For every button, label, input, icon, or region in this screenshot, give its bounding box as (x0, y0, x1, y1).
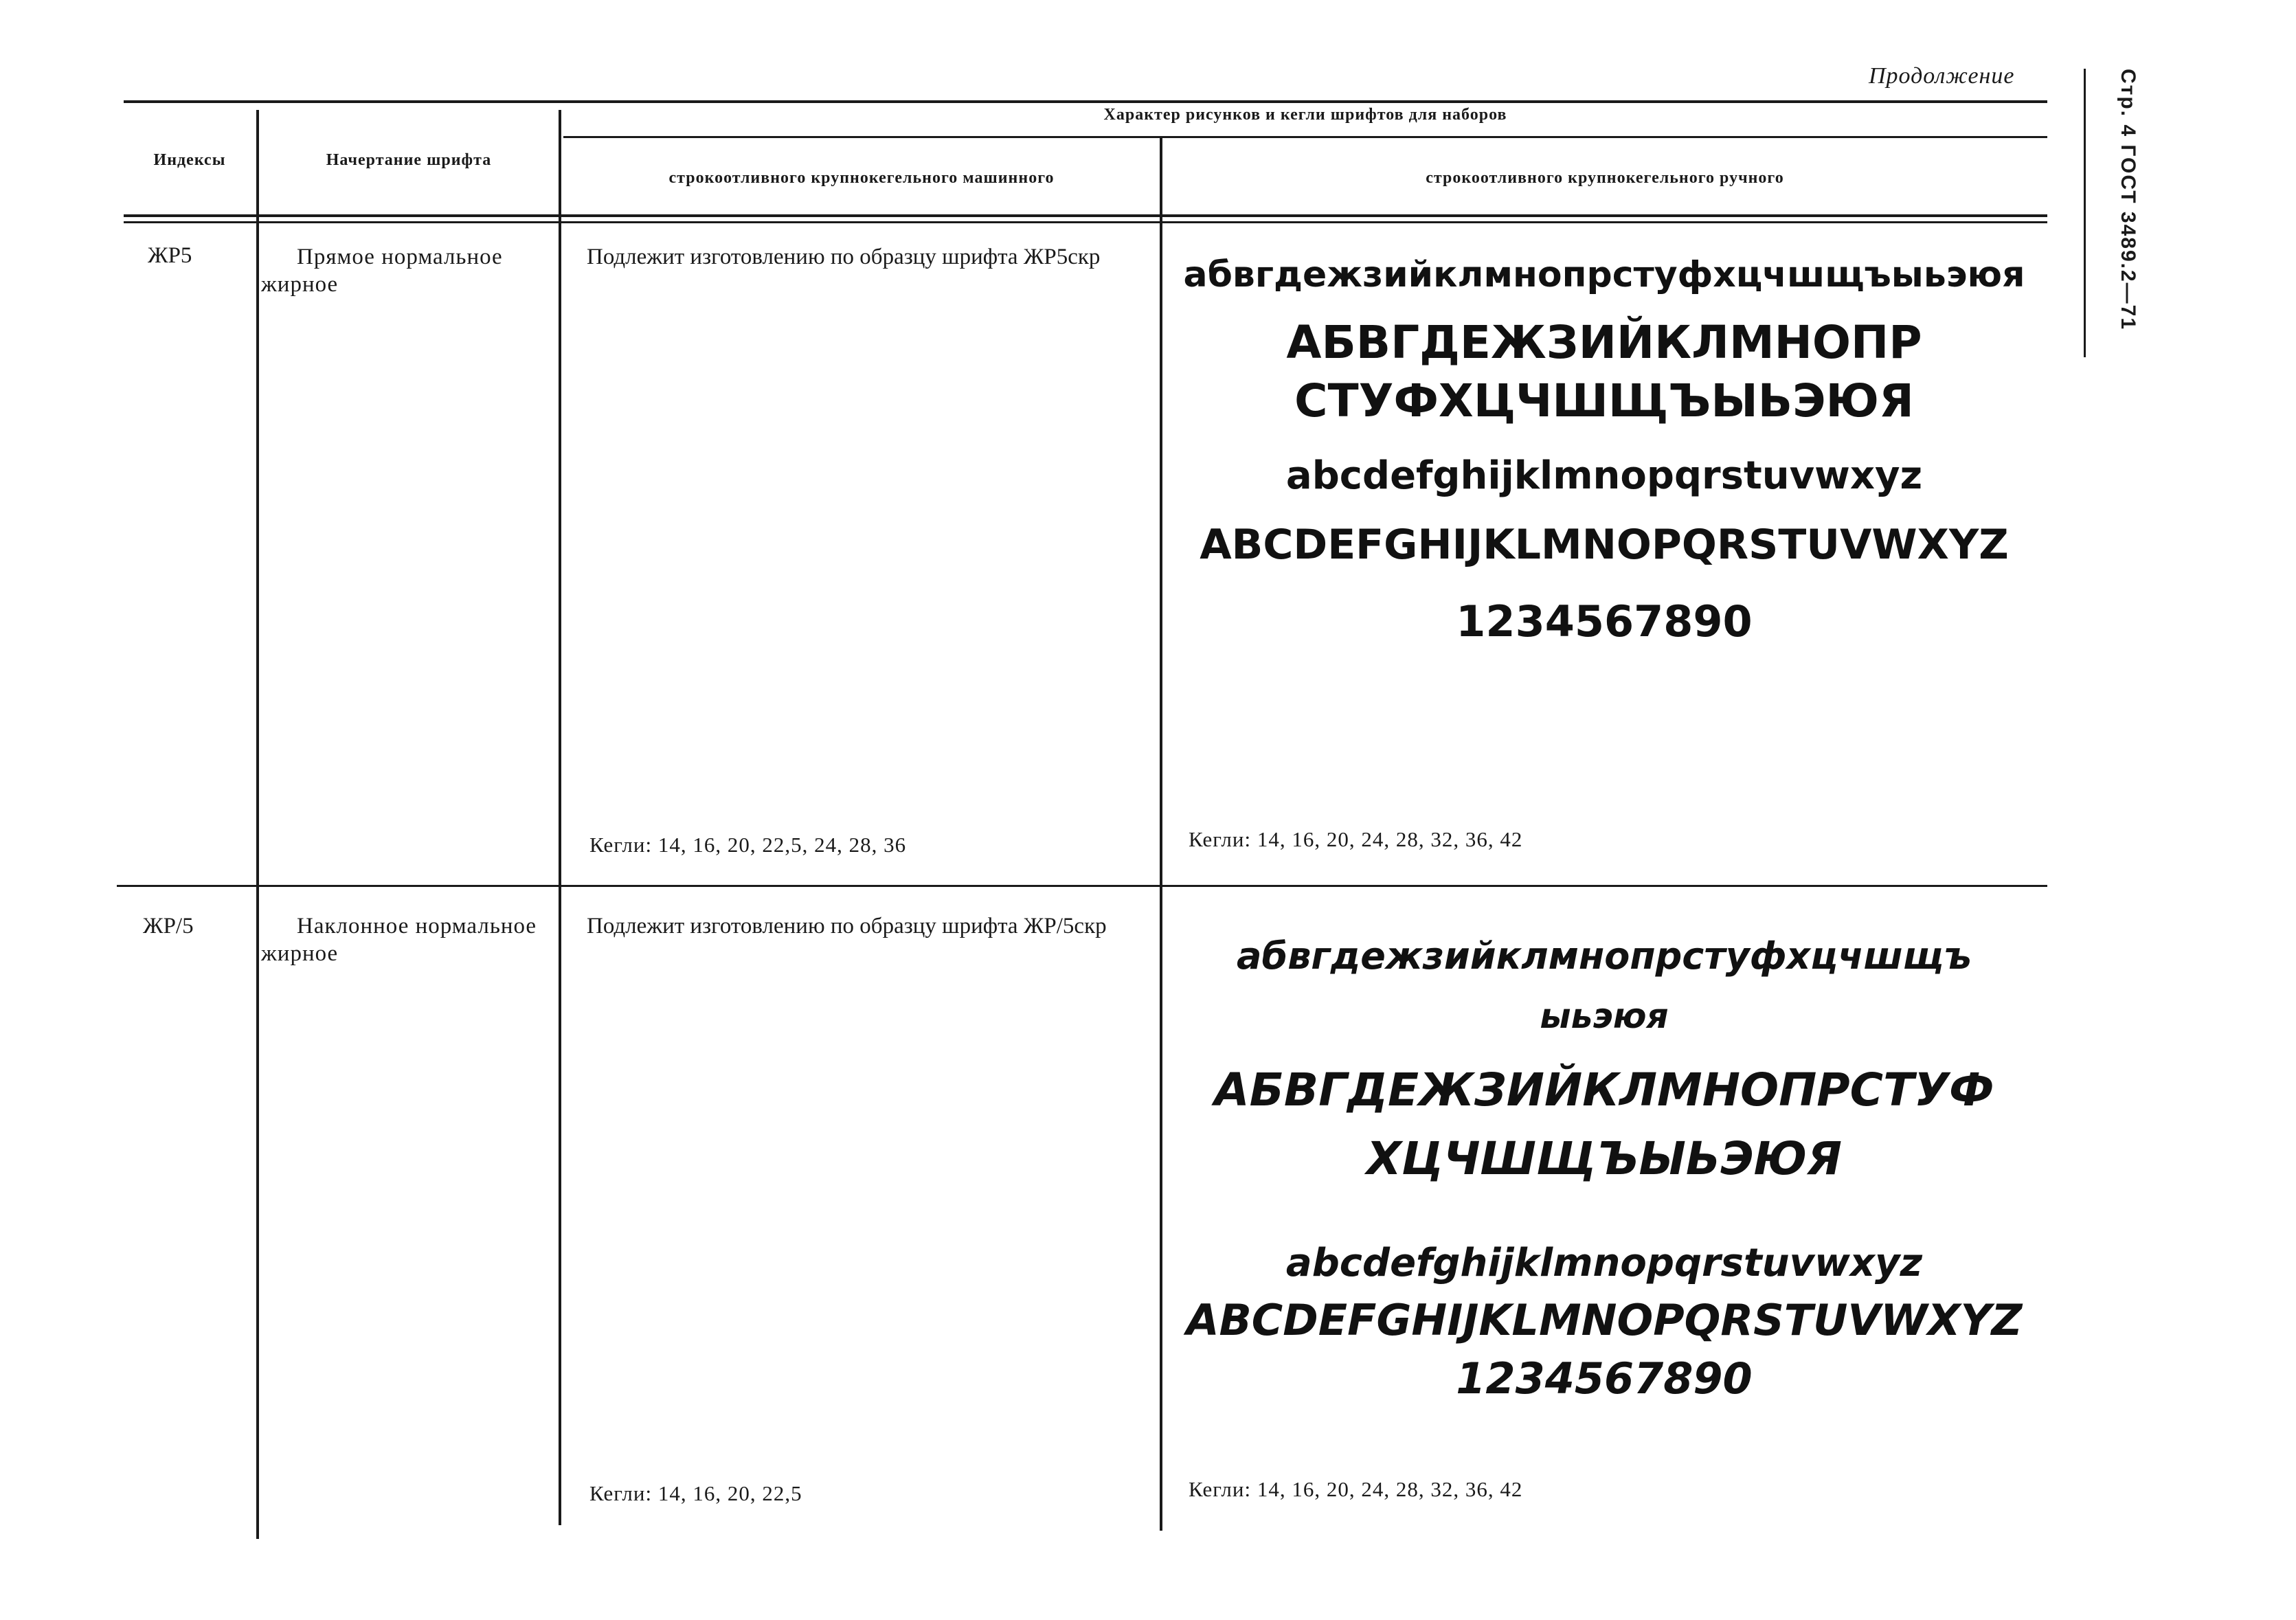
row2-typeface: Наклонное нормальное жирное (261, 914, 537, 966)
row2-specimen-line-7: 1234567890 (1456, 1353, 1753, 1404)
row1-specimen-line-3: СТУФХЦЧШЩЪЫЬЭЮЯ (1294, 374, 1914, 427)
side-label-rule (2084, 69, 2086, 357)
header-index: Индексы (153, 151, 226, 169)
header-bottom-rule-1 (124, 214, 2047, 217)
row2-specimen-line-6: ABCDEFGHIJKLMNOPQRSTUVWXYZ (1186, 1295, 2023, 1345)
row1-specimen-line-4: abcdefghijklmnopqrstuvwxyz (1285, 453, 1923, 498)
header-manual: строкоотливного крупнокегельного ручного (1426, 169, 1784, 187)
row2-specimen-line-4: ХЦЧШЩЪЫЬЭЮЯ (1366, 1132, 1842, 1185)
table-top-rule (124, 100, 2047, 103)
header-group: Характер рисунков и кегли шрифтов для наборов (1103, 106, 1507, 124)
row2-index: ЖР/5 (143, 914, 194, 938)
row1-specimen-line-5: ABCDEFGHIJKLMNOPQRSTUVWXYZ (1200, 521, 2009, 569)
group-header-rule (563, 136, 2047, 138)
header-typeface: Начертание шрифта (326, 151, 492, 169)
row2-machine-text: Подлежит изготовлению по образцу шрифта ЖР/5скр (587, 914, 1107, 938)
col-rule-index (256, 110, 259, 1539)
row2-specimen-line-5: abcdefghijklmnopqrstuvwxyz (1285, 1241, 1923, 1285)
row2-machine-sizes: Кегли: 14, 16, 20, 22,5 (589, 1481, 802, 1505)
header-bottom-rule-2 (124, 221, 2047, 223)
header-machine: строкоотливного крупнокегельного машинного (668, 169, 1055, 187)
row2-manual-sizes: Кегли: 14, 16, 20, 24, 28, 32, 36, 42 (1189, 1477, 1523, 1501)
row1-manual-sizes: Кегли: 14, 16, 20, 24, 28, 32, 36, 42 (1189, 827, 1523, 851)
row1-index: ЖР5 (148, 243, 192, 268)
row1-typeface: Прямое нормальное жирное (261, 245, 503, 297)
row2-specimen-line-3: АБВГДЕЖЗИЙКЛМНОПРСТУФ (1214, 1064, 1994, 1116)
row2-specimen-line-2: ыьэюя (1540, 996, 1669, 1036)
side-label: Стр. 4 ГОСТ 3489.2—71 (2117, 69, 2139, 331)
row1-specimen-line-2: АБВГДЕЖЗИЙКЛМНОПР (1286, 316, 1922, 369)
row1-machine-text: Подлежит изготовлению по образцу шрифта ЖР5скр (587, 245, 1101, 269)
col-rule-typeface (559, 110, 561, 1525)
row1-specimen-line-6: 1234567890 (1456, 596, 1753, 646)
row2-specimen-line-1: абвгдежзийклмнопрстуфхцчшщъ (1237, 934, 1972, 978)
row1-specimen-line-1: абвгдежзийклмнопрстуфхцчшщъыьэюя (1183, 254, 2025, 295)
continuation-label: Продолжение (1869, 63, 2015, 89)
row-divider-rule (117, 885, 2047, 887)
row1-machine-sizes: Кегли: 14, 16, 20, 22,5, 24, 28, 36 (589, 833, 907, 857)
